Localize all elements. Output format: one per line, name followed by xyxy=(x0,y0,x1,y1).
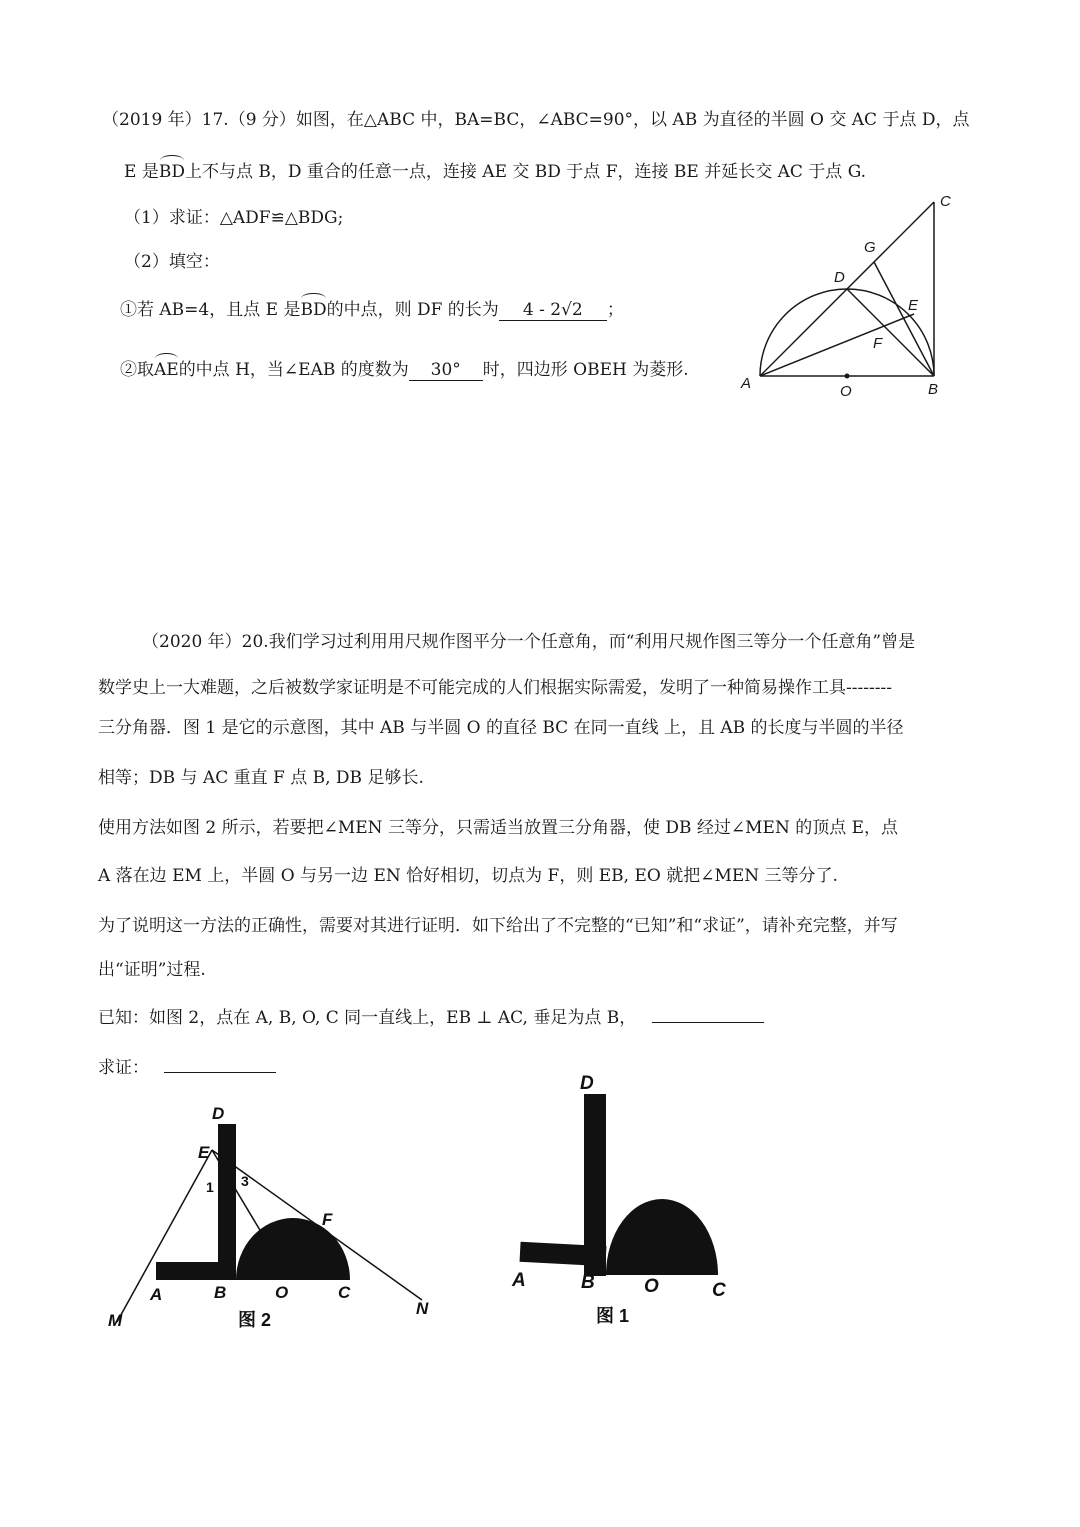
q2020-p7: 为了说明这一方法的正确性，需要对其进行证明．如下给出了不完整的“已知”和“求证”，请补充完整，并写 xyxy=(98,916,898,936)
arc-bd: BD xyxy=(158,162,185,182)
fig1-label-o: O xyxy=(644,1276,659,1297)
figure-1 xyxy=(505,1066,740,1331)
q2020-p6: A 落在边 EM 上，半圆 O 与另一边 EN 恰好相切，切点为 F，则 EB, EO 就把∠MEN 三等分了. xyxy=(98,866,838,886)
prove-blank[interactable] xyxy=(164,1072,276,1073)
answer-angle: 30° xyxy=(409,360,483,381)
q2020-known xyxy=(98,1006,764,1030)
segment-ae xyxy=(760,314,914,376)
arc-bd-2: BD xyxy=(300,300,327,320)
fig2-label-1: 1 xyxy=(206,1179,214,1195)
fig1-label-b: B xyxy=(581,1272,595,1293)
fig2-label-c: C xyxy=(338,1283,351,1302)
figure-2 xyxy=(100,1095,450,1340)
fig2-label-m: M xyxy=(108,1311,123,1330)
label-o: O xyxy=(840,383,852,400)
sub2-c: 时，四边形 OBEH 为菱形. xyxy=(482,360,689,380)
figure-2019 xyxy=(730,186,970,406)
fig1-label-a: A xyxy=(512,1270,526,1291)
fig2-label-n: N xyxy=(416,1299,429,1318)
q2019-line1-text: （2019 年）17.（9 分）如图，在△ABC 中，BA=BC，∠ABC=90°，以 AB 为直径的半圆 O 交 AC 于点 D，点 xyxy=(102,110,970,130)
sub2-a: ②取 xyxy=(120,360,154,380)
label-a: A xyxy=(741,375,752,392)
arc-ae: AE xyxy=(154,360,179,380)
q2019-sub2 xyxy=(120,358,689,382)
q2020-prove xyxy=(98,1056,276,1080)
segment-bd xyxy=(847,289,934,376)
label-f: F xyxy=(873,335,883,352)
tool-ruler-vertical xyxy=(218,1124,236,1280)
fig2-caption: 图 2 xyxy=(238,1310,272,1330)
fig2-label-a: A xyxy=(150,1285,163,1304)
sub1-a: ①若 AB=4，且点 E 是 xyxy=(120,300,301,320)
q2019-line2-b: 上不与点 B，D 重合的任意一点，连接 AE 交 BD 于点 F，连接 BE 并延长交 AC 于点 G. xyxy=(184,162,867,182)
fig1-caption: 图 1 xyxy=(596,1306,630,1326)
q2019-line2-a: E 是 xyxy=(124,162,159,182)
q2020-p8: 出“证明”过程. xyxy=(98,960,206,980)
label-g: G xyxy=(864,239,876,256)
fig2-label-3: 3 xyxy=(241,1173,249,1189)
label-c: C xyxy=(940,193,951,210)
answer-df: 4 - 2√2 xyxy=(499,300,607,321)
q2020-p1: （2020 年）20.我们学习过利用用尺规作图平分一个任意角，而“利用尺规作图三等分一个任意角”曾是 xyxy=(142,632,916,652)
label-b: B xyxy=(928,381,939,398)
segment-bg xyxy=(874,262,934,376)
known-text: 已知：如图 2，点在 A, B, O, C 同一直线上，EB ⊥ AC, 垂足为点 B， xyxy=(98,1008,637,1028)
label-e: E xyxy=(908,297,919,314)
q2019-part1: （1）求证：△ADF≌△BDG; xyxy=(124,208,344,228)
q2019-part2: （2）填空： xyxy=(124,252,220,272)
fig1-semicircle xyxy=(606,1199,718,1275)
q2020-p5: 使用方法如图 2 所示，若要把∠MEN 三等分，只需适当放置三分角器，使 DB 经过∠MEN 的顶点 E，点 xyxy=(98,818,899,838)
q2020-p4: 相等；DB 与 AC 重直 F 点 B, DB 足够长. xyxy=(98,768,424,788)
fig1-label-c: C xyxy=(712,1280,726,1301)
known-blank[interactable] xyxy=(652,1022,764,1023)
q2019-sub1 xyxy=(120,298,624,322)
q2019-line1 xyxy=(102,108,969,132)
fig2-label-e: E xyxy=(198,1143,210,1162)
point-o xyxy=(845,374,850,379)
fig1-label-d: D xyxy=(580,1073,594,1094)
fig2-label-o: O xyxy=(275,1283,289,1302)
sub1-c: ； xyxy=(606,300,624,320)
fig2-label-d: D xyxy=(212,1104,225,1123)
tool-semicircle xyxy=(236,1218,350,1280)
sub2-b: 的中点 H，当∠EAB 的度数为 xyxy=(178,360,409,380)
prove-text: 求证： xyxy=(98,1058,149,1078)
tool-ruler-horizontal xyxy=(156,1262,236,1280)
q2019-line2 xyxy=(124,160,866,184)
sub1-b: 的中点，则 DF 的长为 xyxy=(326,300,499,320)
label-d: D xyxy=(834,269,845,286)
q2020-p2: 数学史上一大难题，之后被数学家证明是不可能完成的人们根据实际需爱，发明了一种简易操作工具-------- xyxy=(98,678,892,698)
ray-em xyxy=(117,1150,212,1322)
fig2-label-b: B xyxy=(214,1283,227,1302)
q2020-p3: 三分角器．图 1 是它的示意图，其中 AB 与半圆 O 的直径 BC 在同一直线 上，且 AB 的长度与半圆的半径 xyxy=(98,718,904,738)
fig2-label-f: F xyxy=(322,1210,333,1229)
